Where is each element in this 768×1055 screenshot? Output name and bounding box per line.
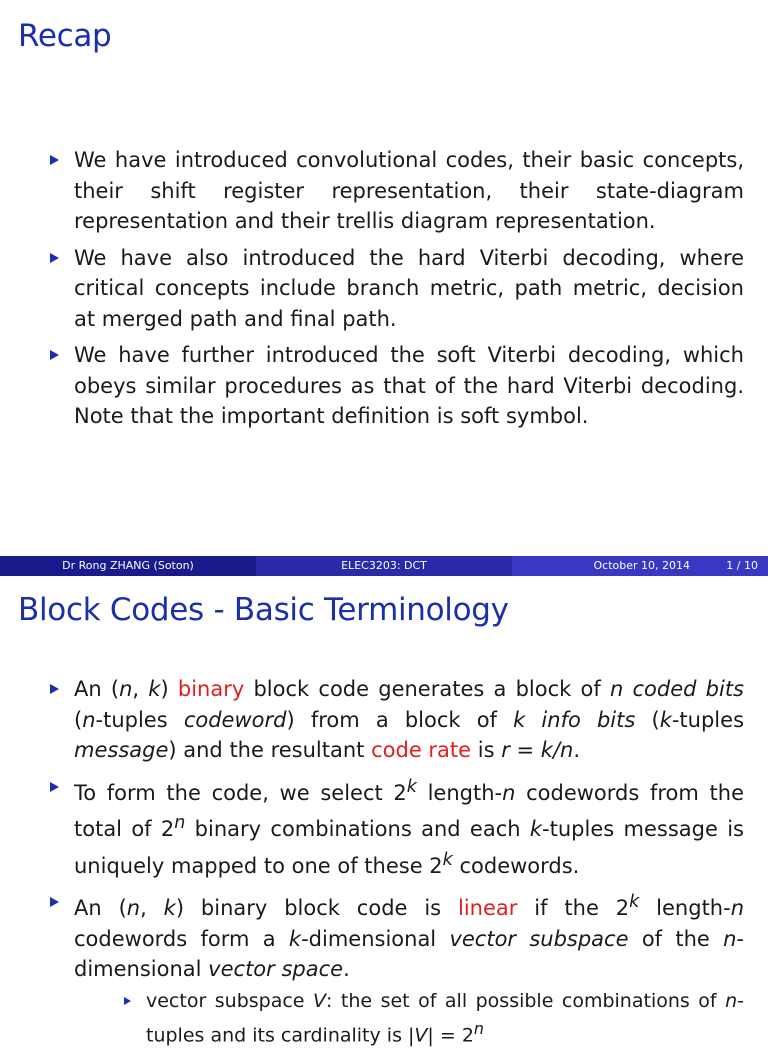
bullet-list	[50, 674, 744, 1055]
formula-code-rate: r = k/n	[501, 738, 574, 762]
list-item	[50, 145, 744, 237]
slide-block-codes	[0, 576, 768, 1046]
list-item: An (n, k) binary block code is linear if the 2$^k$ length-n codewords form a k-dimensional vector subspace of the n-dimensional vector space. vector subspace V: the set of all possible combinations of n-tuples and its cardinality is $|V| = 2^n$	[50, 887, 744, 1049]
list-item	[50, 340, 744, 432]
highlight-binary: binary	[177, 677, 245, 701]
highlight-linear: linear	[458, 896, 518, 920]
item-text: We have also introduced the hard Viterbi decoding, where critical concepts include branch metric, path metric, decision at merged path and final path.	[74, 245, 744, 331]
triangle-bullet-icon	[50, 684, 59, 694]
sub-bullet-list	[74, 987, 744, 1049]
triangle-bullet-icon	[50, 897, 59, 907]
footer-date-page	[512, 556, 768, 576]
slide-title: Recap	[18, 18, 112, 54]
list-item: An (n, k) binary block code generates a block of n coded bits (n-tuples codeword) from a block of k info bits (k-tuples message) and the resultant code rate is r = k/n.	[50, 674, 744, 766]
slide-title: Block Codes - Basic Terminology	[18, 592, 509, 628]
bullet-list	[50, 145, 744, 438]
item-text: We have further introduced the soft Viterbi decoding, which obeys similar procedures as that of the hard Viterbi decoding. Note that the important definition is soft symbol.	[74, 343, 744, 428]
slide-footer	[0, 556, 768, 576]
item-text: We have introduced convolutional codes, their basic concepts, their shift register representation, their state-diagram representation and their trellis diagram representation.	[74, 148, 744, 233]
triangle-bullet-icon	[50, 253, 59, 263]
footer-author: Dr Rong ZHANG (Soton)	[0, 556, 256, 576]
footer-page-number: 1 / 10	[726, 559, 758, 572]
footer-course: ELEC3203: DCT	[256, 556, 512, 576]
triangle-bullet-icon	[50, 155, 59, 165]
triangle-bullet-icon	[50, 350, 59, 360]
sub-list-item: vector subspace V: the set of all possible combinations of n-tuples and its cardinality is $|V| = 2^n$	[124, 987, 744, 1049]
triangle-bullet-icon	[50, 782, 59, 792]
list-item	[50, 243, 744, 335]
list-item: To form the code, we select 2$^k$ length-n codewords from the total of 2$^n$ binary combinations and each k-tuples message is uniquely mapped to one of these 2$^k$ codewords.	[50, 772, 744, 882]
triangle-sub-bullet-icon	[124, 997, 131, 1005]
highlight-code-rate: code rate	[371, 738, 472, 762]
footer-date: October 10, 2014	[593, 559, 690, 572]
